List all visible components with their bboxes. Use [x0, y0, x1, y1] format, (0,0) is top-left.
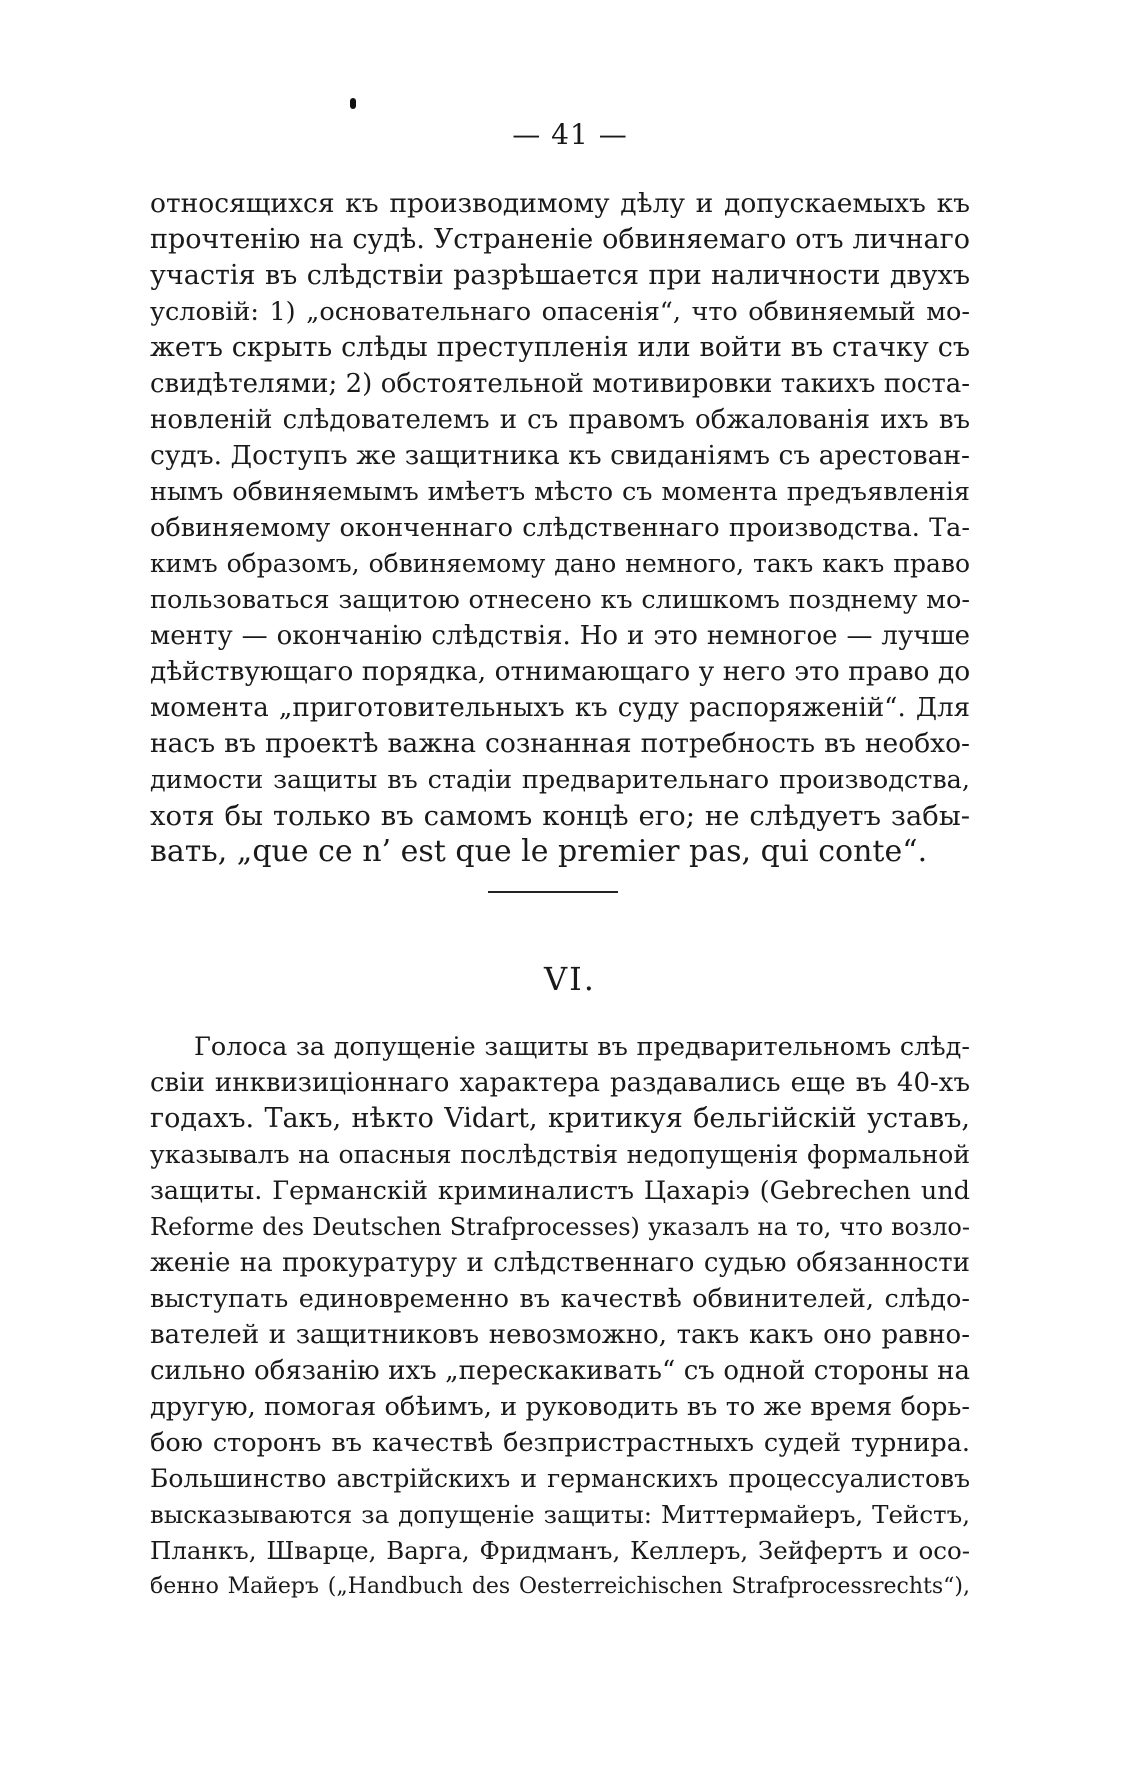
text-line: участія въ слѣдствіи разрѣшается при наличности двухъ: [150, 260, 970, 291]
text-line: бою сторонъ въ качествѣ безпристрастныхъ судей турнира.: [150, 1428, 970, 1458]
text-line: димости защиты въ стадіи предварительнаго производства,: [150, 765, 970, 795]
text-line: бенно Майеръ („Handbuch des Oesterreichischen Strafprocessrechts“),: [150, 1574, 970, 1599]
text-line: прочтенію на судѣ. Устраненіе обвиняемаго отъ личнаго: [150, 224, 970, 255]
text-line: Большинство австрійскихъ и германскихъ процессуалистовъ: [150, 1464, 970, 1493]
ink-speck: [350, 98, 356, 109]
text-line: Планкъ, Шварце, Варга, Фридманъ, Келлеръ, Зейфертъ и осо-: [150, 1536, 970, 1565]
paragraph-continuation: [150, 186, 970, 870]
text-line: Голоса за допущеніе защиты въ предварительномъ слѣд-: [194, 1032, 970, 1062]
paragraph-section-vi: [150, 1029, 970, 1605]
text-line: вателей и защитниковъ невозможно, такъ какъ оно равно-: [150, 1320, 970, 1350]
page-number: — 41 —: [512, 118, 628, 151]
text-line: менту — окончанію слѣдствія. Но и это немногое — лучше: [150, 621, 970, 651]
text-line: новленій слѣдователемъ и съ правомъ обжалованія ихъ въ: [150, 405, 970, 435]
text-line: вать, „que ce n’ est que le premier pas, qui conte“.: [150, 834, 928, 869]
text-line: выступать единовременно въ качествѣ обвинителей, слѣдо-: [150, 1284, 970, 1314]
text-line: жетъ скрыть слѣды преступленія или войти въ стачку съ: [150, 332, 970, 363]
section-divider: [488, 891, 618, 893]
text-line: насъ въ проектѣ важна сознанная потребность въ необхо-: [150, 728, 970, 759]
text-line: высказываются за допущеніе защиты: Миттермайеръ, Тейстъ,: [150, 1500, 970, 1529]
text-line: относящихся къ производимому дѣлу и допускаемыхъ къ: [150, 188, 970, 219]
text-line: защиты. Германскій криминалистъ Цахаріэ (Gebrechen und: [150, 1176, 970, 1206]
text-line: свидѣтелями; 2) обстоятельной мотивировки такихъ поста-: [150, 369, 970, 399]
text-line: Reforme des Deutschen Strafprocesses) указалъ на то, что возло-: [150, 1213, 970, 1241]
text-line: кимъ образомъ, обвиняемому дано немного, такъ какъ право: [150, 549, 970, 578]
text-line: годахъ. Такъ, нѣкто Vidart, критикуя бельгійскій уставъ,: [150, 1103, 970, 1134]
text-line: дѣйствующаго порядка, отнимающаго у него это право до: [150, 656, 971, 687]
text-line: указывалъ на опасныя послѣдствія недопущенія формальной: [150, 1140, 970, 1169]
text-line: женіе на прокуратуру и слѣдственнаго судью обязанности: [150, 1248, 970, 1278]
text-line: другую, помогая обѣимъ, и руководить въ то же время борь-: [150, 1392, 970, 1422]
text-line: условій: 1) „основательнаго опасенія“, что обвиняемый мо-: [150, 297, 970, 327]
text-line: нымъ обвиняемымъ имѣетъ мѣсто съ момента предъявленія: [150, 477, 970, 507]
text-line: пользоваться защитою отнесено къ слишкомъ позднему мо-: [150, 585, 970, 615]
text-line: обвиняемому оконченнаго слѣдственнаго производства. Та-: [150, 513, 970, 543]
text-line: свіи инквизиціоннаго характера раздавались еще въ 40-хъ: [150, 1068, 970, 1098]
text-line: момента „приготовительныхъ къ суду распоряженій“. Для: [150, 693, 970, 723]
section-heading: VI.: [544, 960, 596, 998]
text-line: хотя бы только въ самомъ концѣ его; не слѣдуетъ забы-: [150, 800, 970, 832]
text-line: сильно обязанію ихъ „перескакивать“ съ одной стороны на: [150, 1356, 970, 1386]
text-line: судъ. Доступъ же защитника къ свиданіямъ съ арестован-: [150, 440, 970, 471]
